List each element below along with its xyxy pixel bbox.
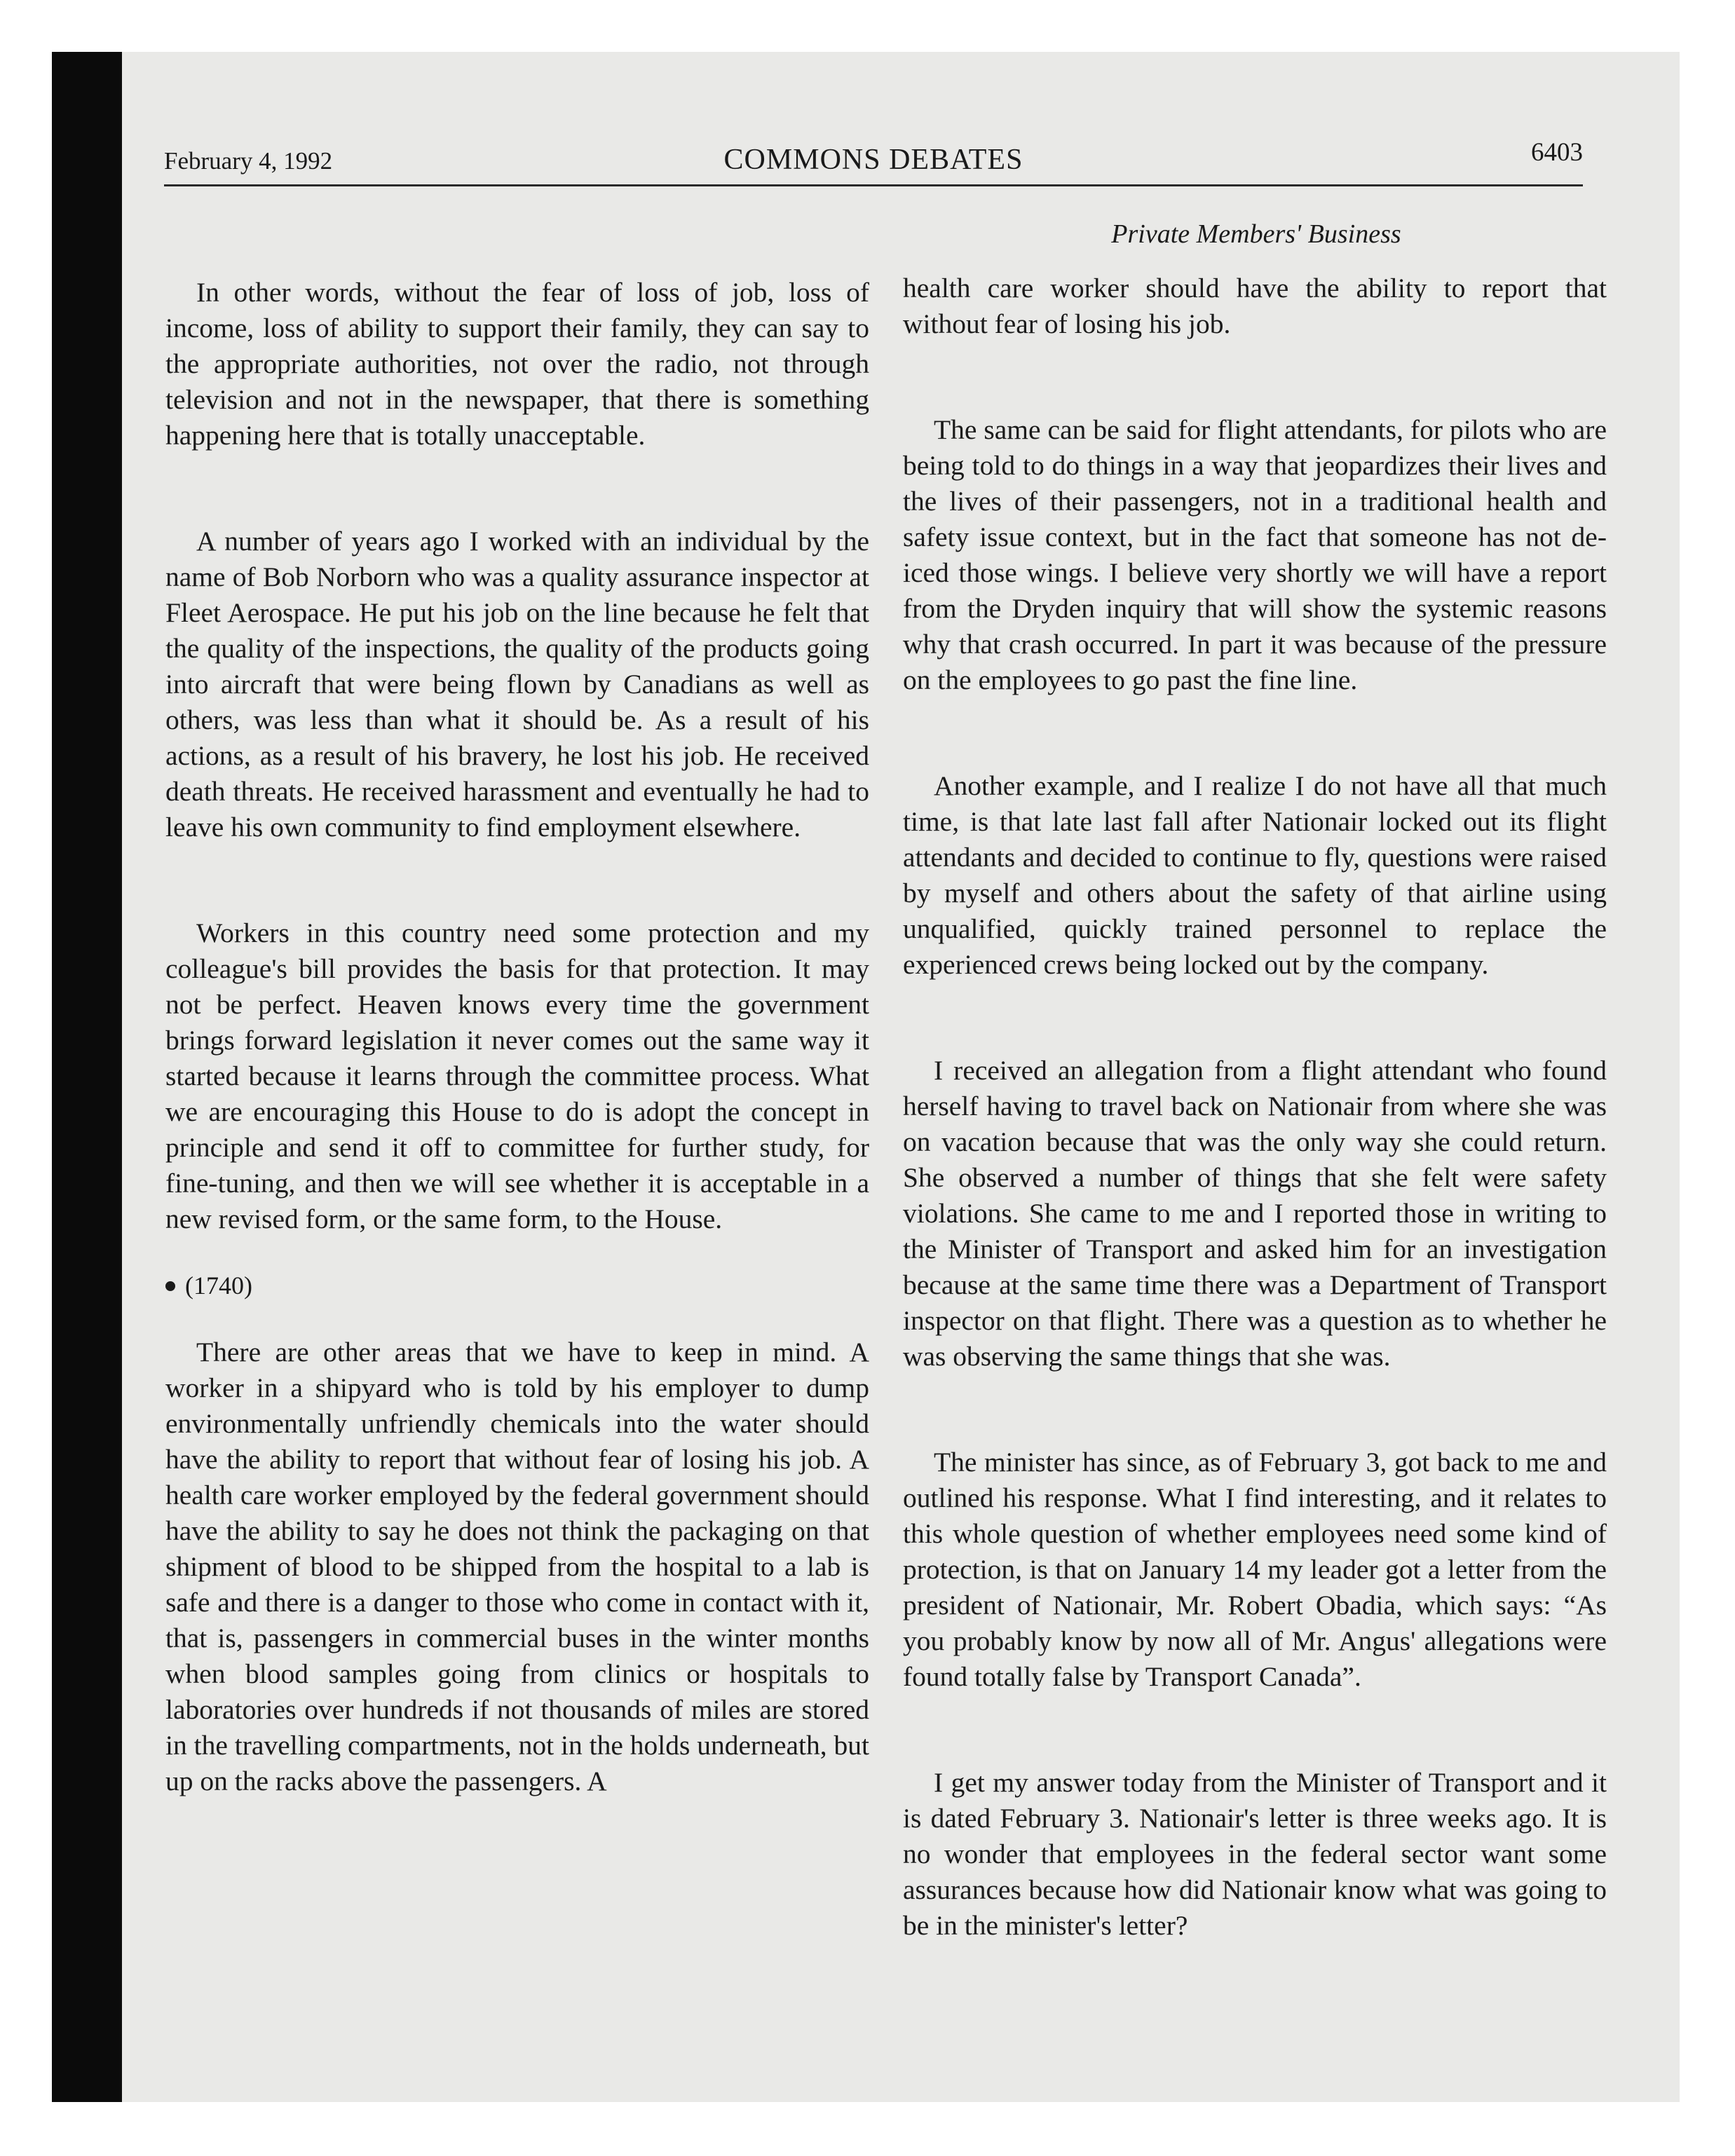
paragraph: Another example, and I realize I do not have all that much time, is that late last fall after Nationair locked out its flight attendants and decided to continue to fly, questions were raised by myself and others about the safety of that airline using unqualified, quickly trained personnel to replace the experienced crews being locked out by the company. xyxy=(903,770,1607,980)
paragraph: The minister has since, as of February 3, got back to me and outlined his response. What I find interesting, and it relates to this whole question of whether employees need some kind of protection, is that on January 14 my leader got a letter from the president of Nationair, Mr. Robert Obadia, which says: “As you probably know by now all of Mr. Angus' allegations were found totally false by Transport Canada”. xyxy=(903,1447,1607,1692)
paragraph-continuation: health care worker should have the ability to report that without fear of losing his job. xyxy=(903,273,1607,339)
paragraph: There are other areas that we have to keep in mind. A worker in a shipyard who is told by his employer to dump environmentally unfriendly chemicals into the water should have the ability to report that without fear of losing his job. A health care worker employed by the federal government should have the ability to say he does not think the packaging on that shipment of blood to be shipped from the hospital to a lab is safe and there is a danger to those who come in contact with it, that is, passengers in commercial buses in the winter months when blood samples going from clinics or hospitals to laboratories over hundreds if not thousands of miles are stored in the travelling compartments, not in the holds underneath, but up on the racks above the passengers. A xyxy=(165,1337,869,1796)
running-header xyxy=(164,137,1583,186)
page-number: 6403 xyxy=(1531,138,1583,167)
paragraph: In other words, without the fear of loss of job, loss of income, loss of ability to support their family, they can say to the appropriate authorities, not over the radio, not through television and not in the newspaper, that there is something happening here that is totally unacceptable. xyxy=(165,277,869,451)
section-label: Private Members' Business xyxy=(1111,219,1401,249)
right-column xyxy=(903,271,1607,1944)
publication-title: COMMONS DEBATES xyxy=(723,144,1023,176)
paragraph: A number of years ago I worked with an individual by the name of Bob Norborn who was a quality assurance inspector at Fleet Aerospace. He put his job on the line because he felt that the quality of the inspections, the quality of the products going into aircraft that were being flown by Canadians as well as others, was less than what it should be. As a result of his actions, as a result of his bravery, he lost his job. He received death threats. He received harassment and eventually he had to leave his own community to find employment elsewhere. xyxy=(165,526,869,842)
timestamp-text: (1740) xyxy=(185,1271,252,1299)
header-date: February 4, 1992 xyxy=(164,147,333,175)
left-column xyxy=(165,275,869,1799)
bullet-icon xyxy=(165,1281,175,1291)
paragraph: I received an allegation from a flight attendant who found herself having to travel back on Nationair from where she was on vacation because that was the only way she could return. She observed a number of things that she felt were safety violations. She came to me and I reported those in writing to the Minister of Transport and asked him for an investigation because at the same time there was a Department of Transport inspector on that flight. There was a question as to whether he was observing the same things that she was. xyxy=(903,1055,1607,1372)
timestamp-marker xyxy=(165,1268,869,1304)
paragraph: I get my answer today from the Minister of Transport and it is dated February 3. Nationair's letter is three weeks ago. It is no wonder that employees in the federal sector want some assurances because how did Nationair know what was going to be in the minister's letter? xyxy=(903,1767,1607,1941)
header-rule xyxy=(164,184,1583,186)
binding-edge xyxy=(52,52,122,2102)
paragraph: Workers in this country need some protection and my colleague's bill provides the basis for that protection. It may not be perfect. Heaven knows every time the government brings forward legislation it never comes out the same way it started because it learns through the committee process. What we are encouraging this House to do is adopt the concept in principle and send it off to committee for further study, for fine-tuning, and then we will see whether it is acceptable in a new revised form, or the same form, to the House. xyxy=(165,917,869,1234)
paragraph: The same can be said for flight attendants, for pilots who are being told to do things in a way that jeopardizes their lives and the lives of their passengers, not in a traditional health and safety issue context, but in the fact that someone has not de-iced those wings. I believe very shortly we will have a report from the Dryden inquiry that will show the systemic reasons why that crash occurred. In part it was because of the pressure on the employees to go past the fine line. xyxy=(903,414,1607,695)
